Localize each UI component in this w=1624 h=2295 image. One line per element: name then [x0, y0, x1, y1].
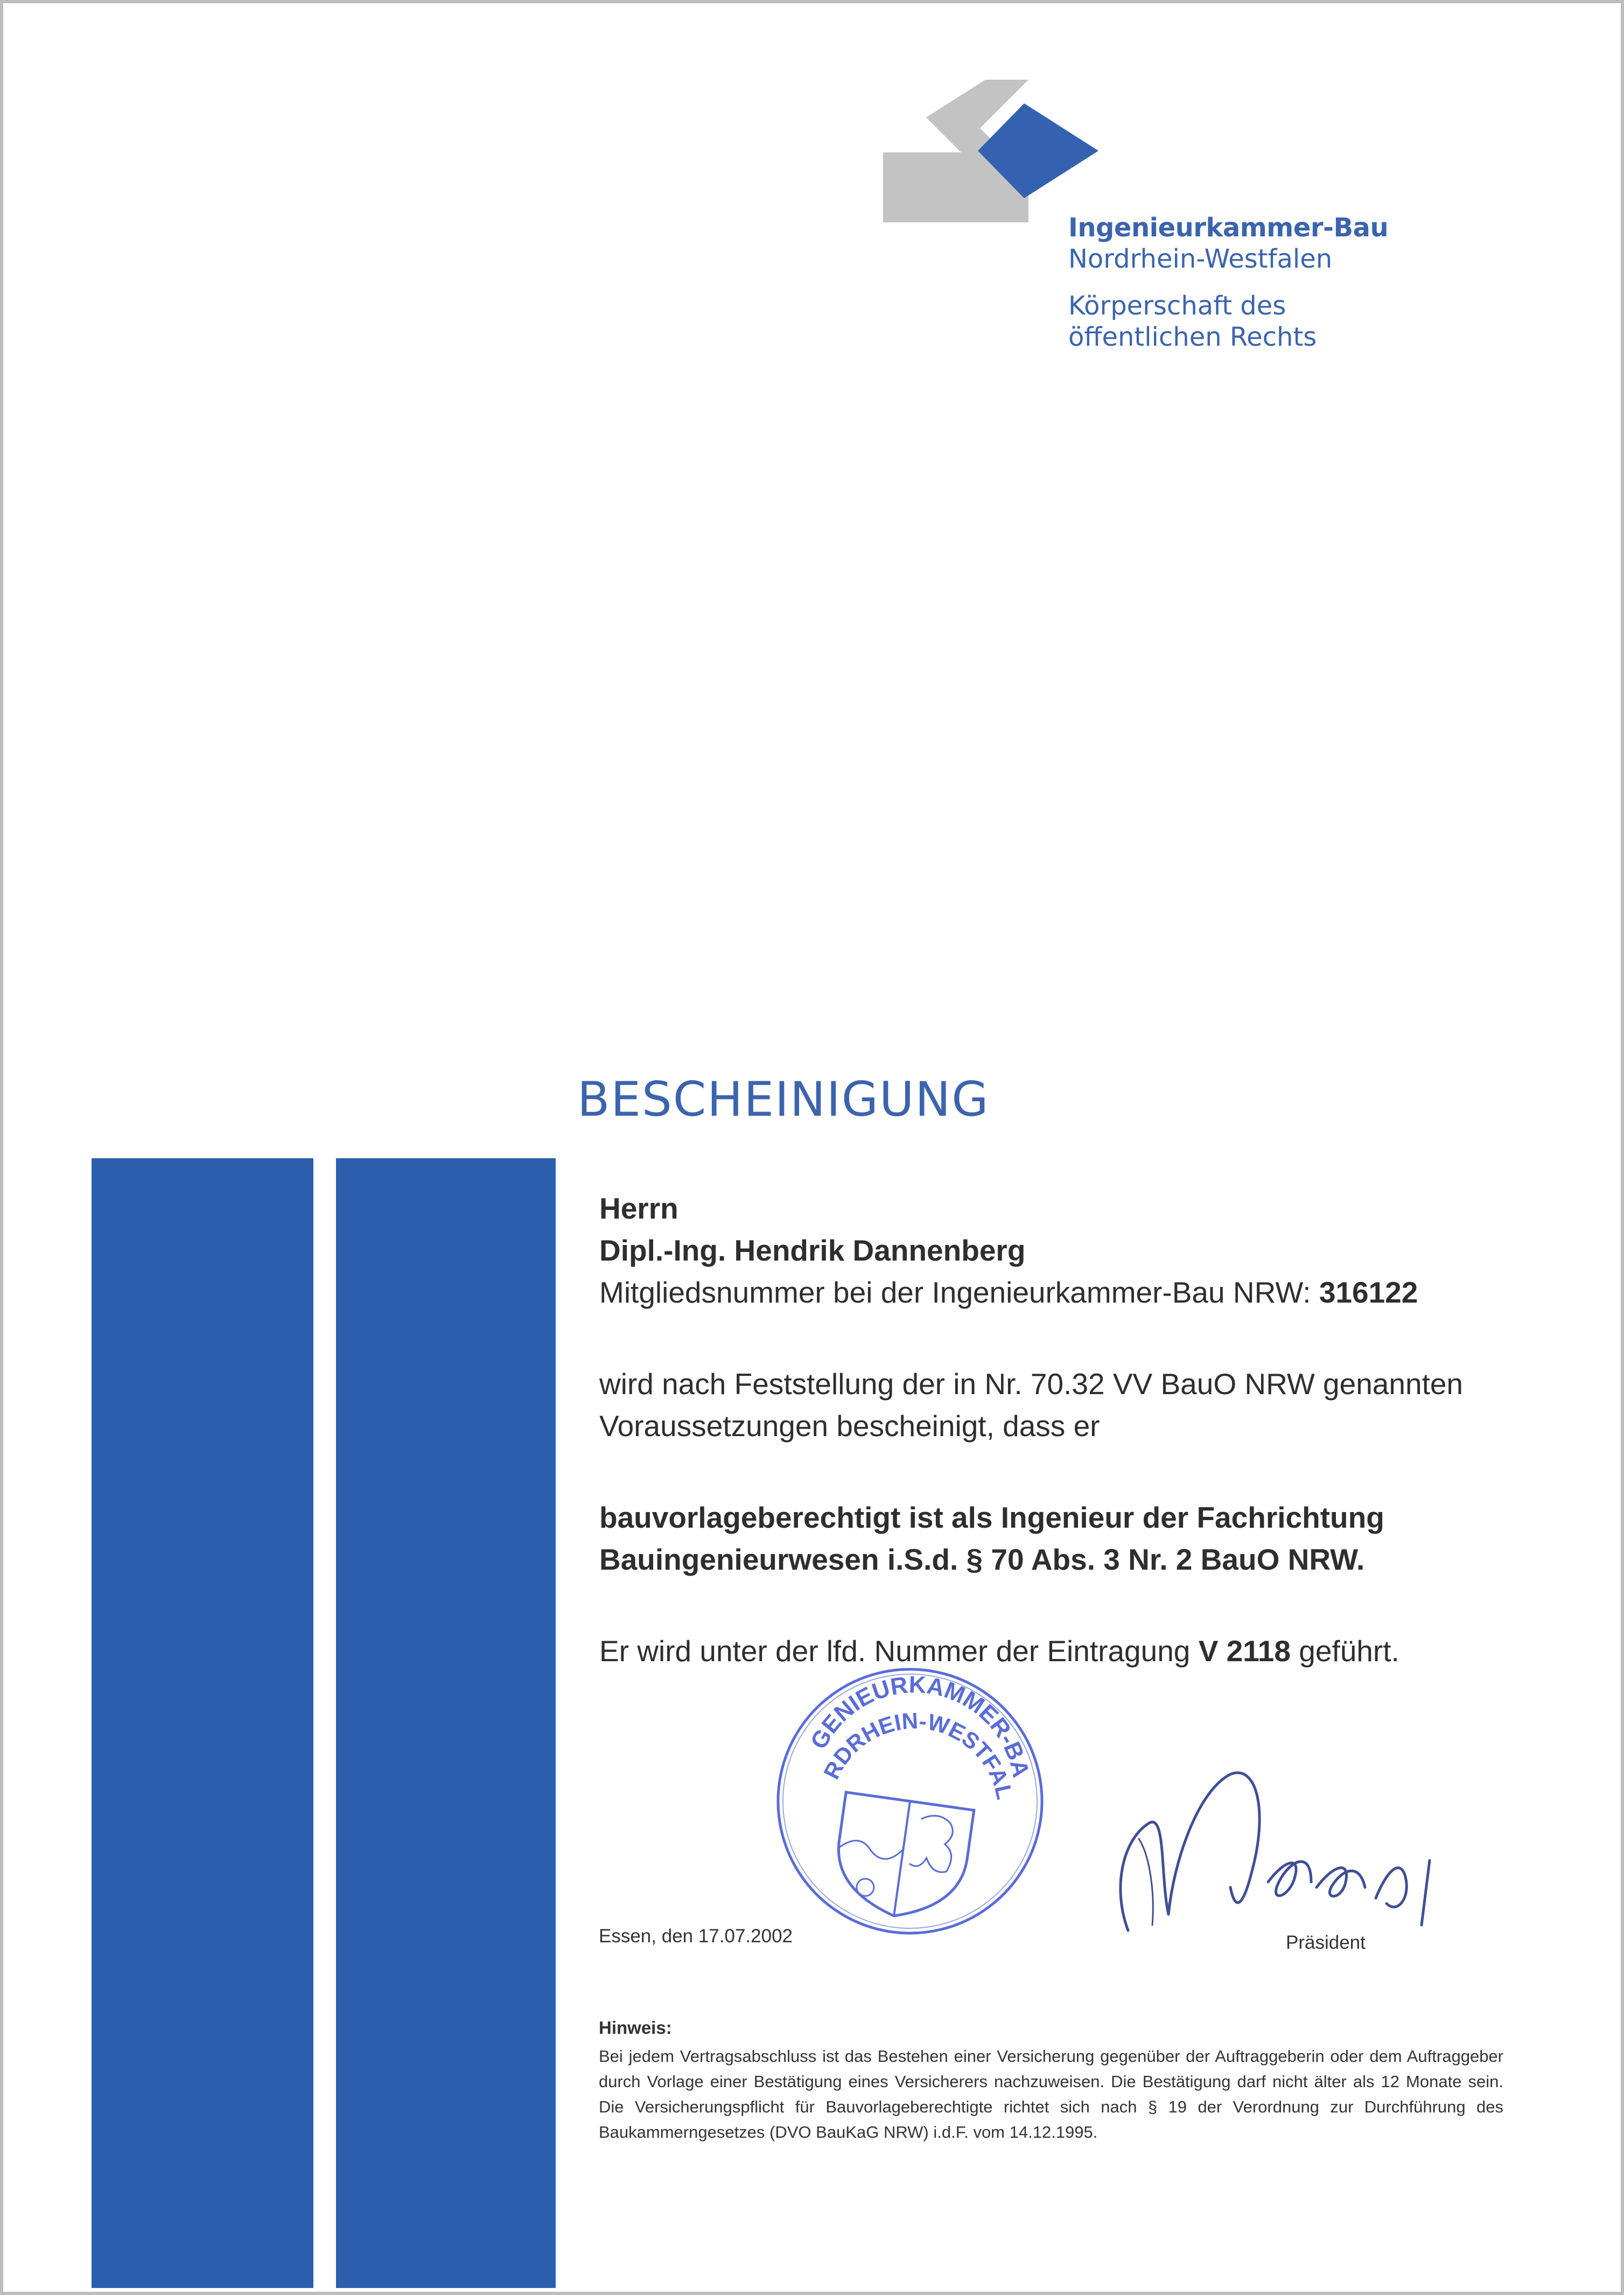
salutation: Herrn [599, 1192, 678, 1225]
official-stamp [765, 1656, 1055, 1947]
stamp-text-line-1: INGENIEURKAMMER-BAU [805, 1671, 1034, 1780]
statement-line-1: wird nach Feststellung der in Nr. 70.32 VV BauO NRW genannten [599, 1367, 1464, 1401]
qualification-line-1: bauvorlageberechtigt ist als Ingenieur der Fachrichtung [599, 1501, 1384, 1534]
corporation-line-1: Körperschaft des [1068, 291, 1286, 321]
notice-heading: Hinweis: [599, 2018, 672, 2038]
place-and-date: Essen, den 17.07.2002 [599, 1926, 793, 1947]
recipient-name: Dipl.-Ing. Hendrik Dannenberg [599, 1234, 1026, 1267]
decorative-bar-left [92, 1158, 313, 2288]
statement-line-2: Voraussetzungen bescheinigt, dass er [599, 1409, 1100, 1443]
decorative-bar-right [336, 1158, 556, 2288]
stamp-text-line-2: NORDRHEIN-WESTFALEN [818, 1708, 1018, 1802]
document-title: BESCHEINIGUNG [577, 1072, 990, 1127]
membership-number: 316122 [1319, 1276, 1418, 1309]
corporation-line-2: öffentlichen Rechts [1068, 321, 1317, 352]
certificate-body [599, 1187, 1509, 1672]
president-signature [1107, 1753, 1440, 1963]
qualification-line-2: Bauingenieurwesen i.S.d. § 70 Abs. 3 Nr. 2 BauO NRW. [599, 1543, 1365, 1576]
notice-text: Bei jedem Vertragsabschluss ist das Bestehen einer Versicherung gegenüber der Auftraggeberin oder dem Auftraggeber durch Vorlage einer Bestätigung eines Versicherers nachzuweisen. Die Bestätigung darf nicht älter als 12 Monate sein. Die Versicherungspflicht für Bauvorlageberechtigte richtet sich nach § 19 der Verordnung zur Durchführung des Baukammerngesetzes (DVO BauKaG NRW) i.d.F. vom 14.12.1995. [599, 2047, 1503, 2142]
registration-suffix: geführt. [1290, 1634, 1399, 1668]
organization-region: Nordrhein-Westfalen [1068, 243, 1333, 274]
membership-line [599, 1271, 1509, 1313]
registration-number: V 2118 [1198, 1634, 1291, 1668]
organization-name: Ingenieurkammer-Bau [1068, 213, 1389, 243]
membership-label: Mitgliedsnummer bei der Ingenieurkammer-Bau NRW: [599, 1276, 1319, 1309]
chamber-logo-icon [883, 80, 1109, 222]
registration-prefix: Er wird unter der lfd. Nummer der Eintragung [599, 1634, 1199, 1668]
notice-section [599, 2015, 1503, 2145]
signer-title: Präsident [1286, 1932, 1366, 1953]
organization-block [1068, 213, 1388, 353]
